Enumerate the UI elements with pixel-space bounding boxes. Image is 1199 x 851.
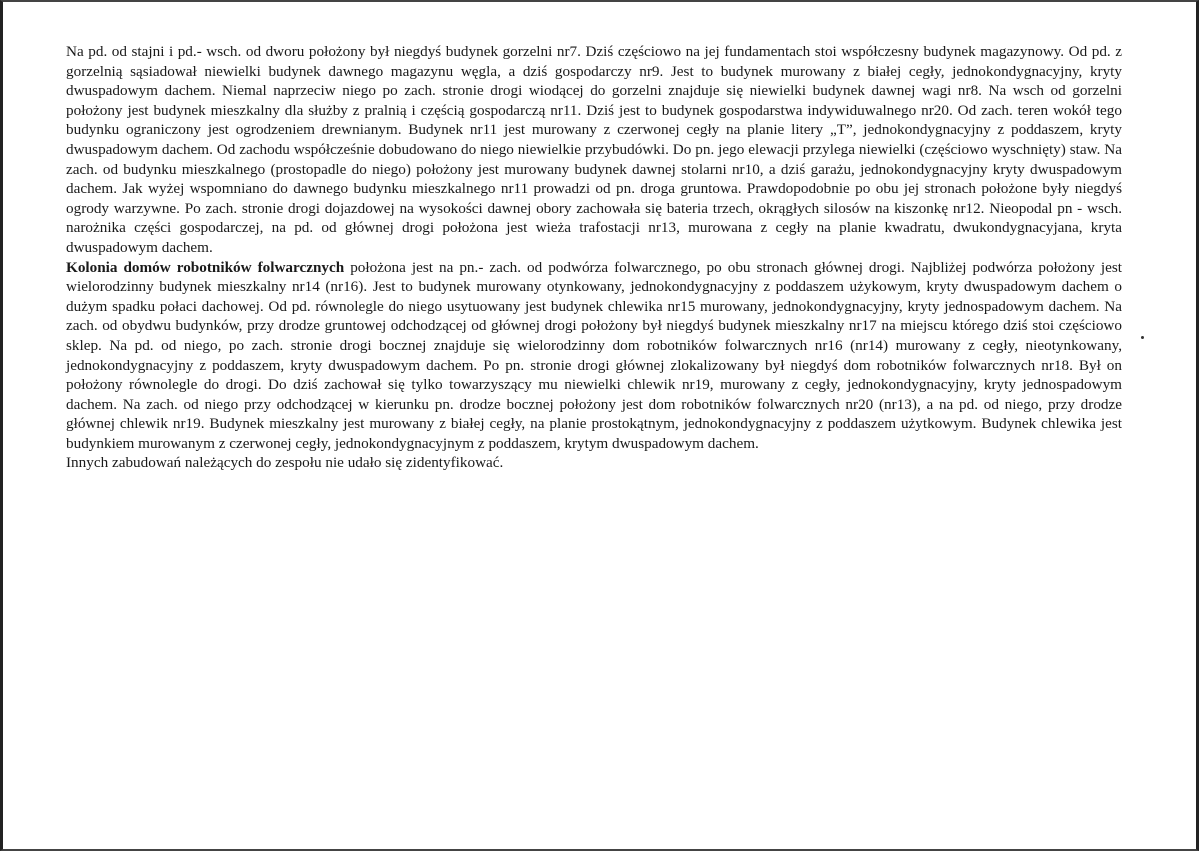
scan-speck	[1141, 336, 1144, 339]
paragraph-text: Na pd. od stajni i pd.- wsch. od dworu położony był niegdyś budynek gorzelni nr7. Dziś częściowo na jej fundamentach stoi współczesny budynek magazynowy. Od pd. z gorzelnią sąsiadował niewielki budynek dawnego magazynu węgla, a dziś gospodarczy nr9. Jest to budynek murowany z białej cegły, jednokondygnacyjny, kryty dwuspadowym dachem. Niemal naprzeciw niego po zach. stronie drogi wiodącej do gorzelni znajduje się niewielki budynek dawnej wagi nr8. Na wsch od gorzelni położony jest budynek mieszkalny dla służby z pralnią i częścią gospodarczą nr11. Dziś jest to budynek gospodarstwa indywiduwalnego nr20. Od zach. teren wokół tego budynku ograniczony jest ogrodzeniem drewnianym. Budynek nr11 jest murowany z czerwonej cegły na planie litery „T”, jednokondygnacyjny z poddaszem, kryty dwuspadowym dachem. Od zachodu współcześnie dobudowano do niego niewielkie przybudówki. Do pn. jego elewacji przylega niewielki (częściowo wyschnięty) staw. Na zach. od budynku mieszkalnego (prostopadle do niego) położony jest murowany budynek dawnej stolarni nr10, a dziś garażu, jednokondygnacyjny kryty dwuspadowym dachem. Jak wyżej wspomniano do dawnego budynku mieszkalnego nr11 prowadzi od pn. droga gruntowa. Prawdopodobnie po obu jej stronach położone były niegdyś ogrody warzywne. Po zach. stronie drogi dojazdowej na wysokości dawnej obory zachowała się bateria trzech, okrągłych silosów na kiszonkę nr12. Nieopodal pn - wsch. narożnika części gospodarczej, na pd. od głównej drogi położona jest wieża trafostacji nr13, murowana z cegły na planie kwadratu, dwukondygnacyjana, kryta dwuspadowym dachem.	[66, 43, 1122, 256]
paragraph-gorzelnia	[66, 42, 1122, 258]
paragraph-closing	[66, 453, 1122, 473]
paragraph-text: położona jest na pn.- zach. od podwórza folwarcznego, po obu stronach głównej drogi. Najbliżej podwórza położony jest wielorodzinny budynek mieszkalny nr14 (nr16). Jest to budynek murowany otynkowany, jednokondygnacyjny z poddaszem użykowym, kryty dwuspadowym dachem o dużym spadku połaci dachowej. Od pd. równolegle do niego usytuowany jest budynek chlewika nr15 murowany, jednokondygnacyjny, kryty jednospadowym dachem. Na zach. od obydwu budynków, przy drodze gruntowej odchodzącej od głównej drogi położony był niegdyś budynek mieszkalny nr17 na miejscu którego dziś stoi częściowo sklep. Na pd. od niego, po zach. stronie drogi bocznej znajduje się wielorodzinny dom robotników folwarcznych nr16 (nr14) murowany z cegły, nieotynkowany, jednokondygnacyjny z poddaszem, kryty dwuspadowym dachem. Po pn. stronie drogi głównej zlokalizowany był niegdyś dom robotników folwarcznych nr18. Był on położony równolegle do drogi. Do dziś zachował się tylko towarzyszący mu niewielki chlewik nr19, murowany z cegły, jednokondygnacyjny, kryty jednospadowym dachem. Na zach. od niego przy odchodzącej w kierunku pn. drodze bocznej położony jest dom robotników folwarcznych nr20 (nr13), a na pd. od niego, przy drodze głównej chlewik nr19. Budynek mieszkalny jest murowany z białej cegły, na planie prostokątnym, jednokondygnacyjny z poddaszem użytkowym. Budynek chlewika jest budynkiem murowanym z czerwonej cegły, jednokondygnacyjnym z poddaszem, krytym dwuspadowym dachem.	[66, 258, 1122, 452]
paragraph-kolonia	[66, 258, 1122, 454]
document-page	[66, 42, 1122, 473]
paragraph-text: Innych zabudowań należących do zespołu nie udało się zidentyfikować.	[66, 454, 504, 472]
section-heading-kolonia: Kolonia domów robotników folwarcznych	[66, 258, 345, 276]
